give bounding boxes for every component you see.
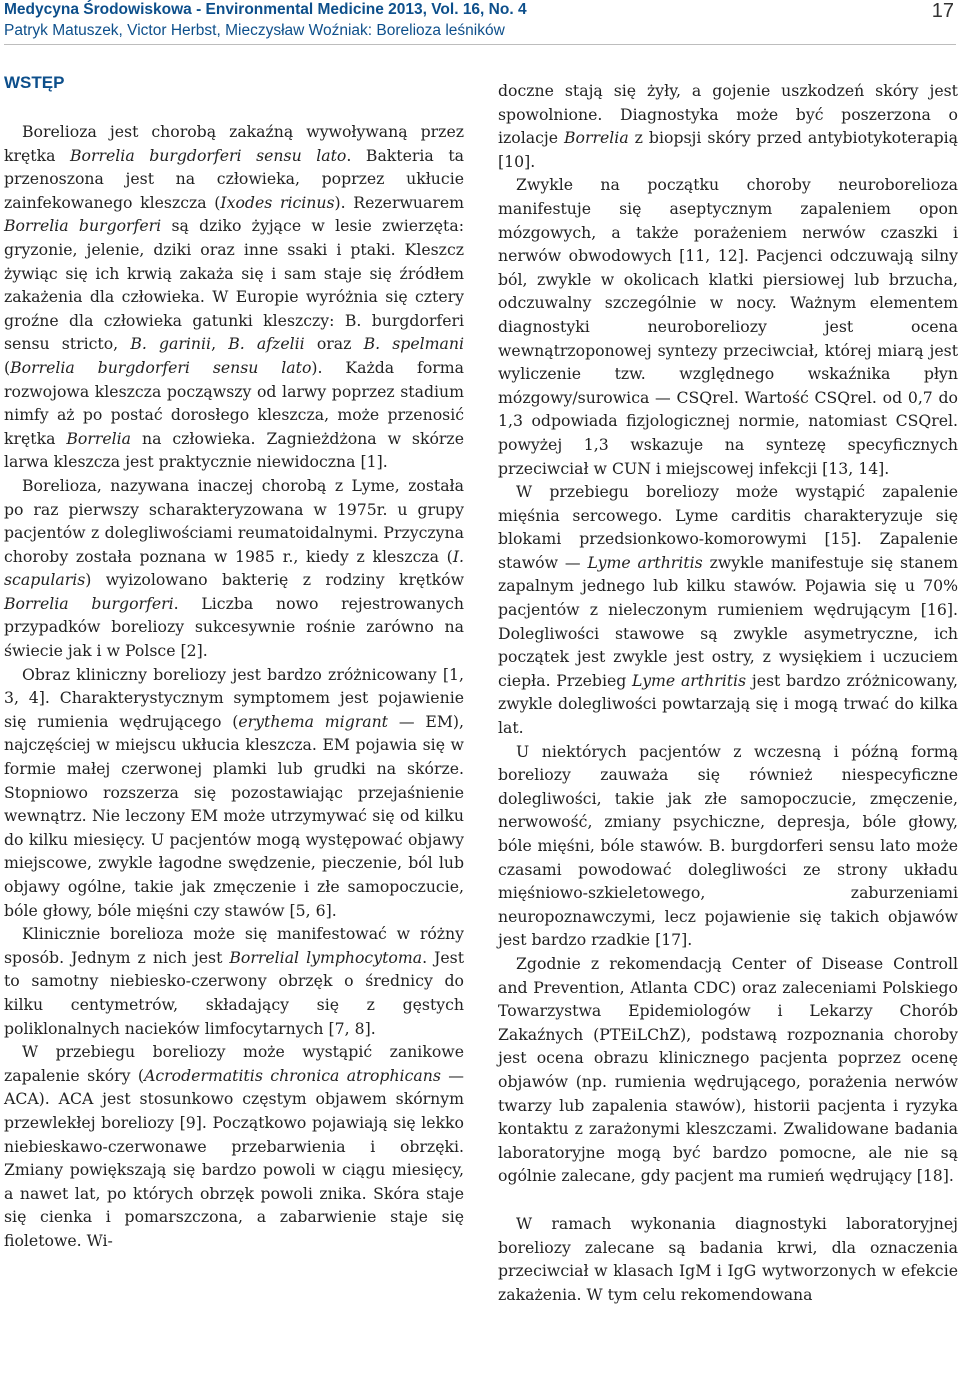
paragraph: Obraz kliniczny boreliozy jest bardzo zróżnicowany [1, 3, 4]. Charakterystycznym symptomem jest pojawienie się rumienia wędrującego (erythema migrant — EM), najczęściej w miejscu ukłucia kleszcza. EM pojawia się w formie małej czerwonej plamki lub grudki na skórze. Stopniowo rozszerza się pozostawiając przejaśnienie wewnątrz. Nie leczony EM może utrzymywać się od kilku do kilku miesięcy. U pacjentów mogą występować objawy miejscowe, zwykle łagodne swędzenie, pieczenie, ból lub objawy ogólne, takie jak zmęczenie i złe samopoczucie, bóle głowy, bóle mięśni czy stawów [5, 6]. bbox=[4, 664, 464, 920]
section-title: WSTĘP bbox=[4, 73, 65, 92]
paragraph: Zwykle na początku choroby neuroborelioza manifestuje się aseptycznym zapaleniem opon mózgowych, a także porażeniem nerwów czaszki i nerwów obwodowych [11, 12]. Pacjenci odczuwają silny ból, zwykle w okolicach klatki piersiowej lub brzucha, odczuwalny szczególnie w nocy. Ważnym elementem diagnostyki neuroboreliozy jest ocena wewnątrzoponowej syntezy przeciwciał, której miarą jest wyliczenie tzw. względnego wskaźnika płyn mózgowy/surowica — CSQrel. Wartość CSQrel. od 0,7 do 1,3 odpowiada fizjologicznej normie, natomiast CSQrel. powyżej 1,3 wskazuje na syntezę specyficznych przeciwciał w CUN i miejscowej infekcji [13, 14]. bbox=[498, 175, 958, 478]
paragraph: doczne stają się żyły, a gojenie uszkodzeń skóry jest spowolnione. Diagnostyka może być poszerzona o izolacje Borrelia z biopsji skóry przed antybiotykoterapią [10]. bbox=[498, 81, 958, 171]
paragraph: W przebiegu boreliozy może wystąpić zanikowe zapalenie skóry (Acrodermatitis chronica atrophicans — ACA). ACA jest stosunkowo częstym objawem skórnym przewlekłej boreliozy [9]. Początkowo pojawiają się lekko niebieskawo-czerwonawe przebarwienia i obrzęki. Zmiany powiększają się bardzo powoli w ciągu miesięcy, a nawet lat, po których obrzęk powoli znika. Skóra staje się cienka i pomarszczona, a zabarwienie staje się fioletowe. Wi- bbox=[4, 1042, 464, 1250]
paragraph: W przebiegu boreliozy może wystąpić zapalenie mięśnia sercowego. Lyme carditis charakteryzuje się blokami przedsionkowo-komorowymi [15]. Zapalenie stawów — Lyme arthritis zwykle manifestuje się stanem zapalnym jednego lub kilku stawów. Pojawia się u 70% pacjentów z nieleczonym rumieniem wędrującym [16]. Dolegliwości stawowe są zwykle asymetryczne, ich początek jest zwykle jest ostry, z wysiękiem i uczuciem ciepła. Przebieg Lyme arthritis jest bardzo zróżnicowany, zwykle dolegliwości powtarzają się i mogą trwać do kilka lat. bbox=[498, 482, 958, 738]
paragraph: Borelioza jest chorobą zakaźną wywoływaną przez krętka Borrelia burgdorferi sensu lato. Bakteria ta przenoszona jest na człowieka, poprzez ukłucie zainfekowanego kleszcza (Ixodes ricinus). Rezerwuarem Borrelia burgorferi są dziko żyjące w lesie zwierzęta: gryzonie, jelenie, dziki oraz inne ssaki i ptaki. Kleszcz żywiąc się ich krwią zakaża się i sam staje się źródłem zakażenia dla człowieka. W Europie wyróżnia się cztery groźne dla człowieka gatunki kleszczy: B. burgdorferi sensu stricto, B. garinii, B. afzelii oraz B. spelmani (Borrelia burgdorferi sensu lato). Każda forma rozwojowa kleszcza począwszy od larwy poprzez stadium nimfy aż po postać dorosłego kleszcza, może przenosić krętka Borrelia na człowieka. Zagnieżdżona w skórze larwa kleszcza jest praktycznie niewidoczna [1]. bbox=[4, 122, 465, 472]
paragraph: U niektórych pacjentów z wczesną i późną formą boreliozy zauważa się również niespecyficzne dolegliwości, takie jak złe samopoczucie, zmęczenie, nerwowość, zmiany psychiczne, depresja, bóle głowy, bóle mięśni, bóle stawów. B. burgdorferi sensu lato może czasami powodować dolegliwości ze strony układu mięśniowo-szkieletowego, zaburzeniami neuropoznawczymi, lecz pojawienie się takich objawów jest bardzo rzadkie [17]. bbox=[498, 741, 958, 950]
paragraph: Zgodnie z rekomendacją Center of Disease Controll and Prevention, Atlanta CDC) oraz zaleceniami Polskiego Towarzystwa Epidemiologów i Lekarzy Chorób Zakaźnych (PTEiLChZ), podstawą rozpoznania choroby jest ocena obrazu klinicznego pacjenta poprzez ocenę objawów (np. rumienia wędrującego, porażenia nerwów twarzy lub zapalenia stawów), historii pacjenta i ryzyka kontaktu z zarażonymi kleszczami. Zwalidowane badania laboratoryjne mogą być bardzo pomocne, ale nie są ogólnie zalecane, gdy pacjent ma rumień wędrujący [18]. bbox=[498, 953, 958, 1186]
paragraph: Klinicznie borelioza może się manifestować w różny sposób. Jednym z nich jest Borrelial lymphocytoma. Jest to samotny niebiesko-czerwony obrzęk o średnicy do kilku centymetrów, składający się z gęstych poliklonalnych nacieków limfocytarnych [7, 8]. bbox=[4, 924, 464, 1038]
journal-title: Medycyna Środowiskowa - Environmental Medicine 2013, Vol. 16, No. 4 bbox=[4, 1, 527, 18]
paragraph: Borelioza, nazywana inaczej chorobą z Lyme, została po raz pierwszy scharakteryzowana w 1975r. u grupy pacjentów z dolegliwościami reumatoidalnymi. Przyczyna choroby została poznana w 1985 r., kiedy z kleszcza (I. scapularis) wyizolowano bakterię z rodziny krętków Borrelia burgorferi. Liczba nowo rejestrowanych przypadków boreliozy sukcesywnie rośnie zarówno na świecie jak i w Polsce [2]. bbox=[4, 475, 464, 661]
page-header bbox=[4, 0, 956, 45]
paragraph: W ramach wykonania diagnostyki laboratoryjnej boreliozy zalecane są badania krwi, dla oznaczenia przeciwciał w klasach IgM i IgG wytworzonych w efekcie zakażenia. W tym celu rekomendowana bbox=[498, 1213, 958, 1304]
right-column bbox=[498, 79, 958, 1306]
running-authors: Patryk Matuszek, Victor Herbst, Mieczysław Woźniak: Borelioza leśników bbox=[4, 22, 505, 39]
paragraph-gap bbox=[498, 1188, 958, 1212]
left-column bbox=[4, 72, 464, 1253]
page-number: 17 bbox=[931, 0, 954, 22]
